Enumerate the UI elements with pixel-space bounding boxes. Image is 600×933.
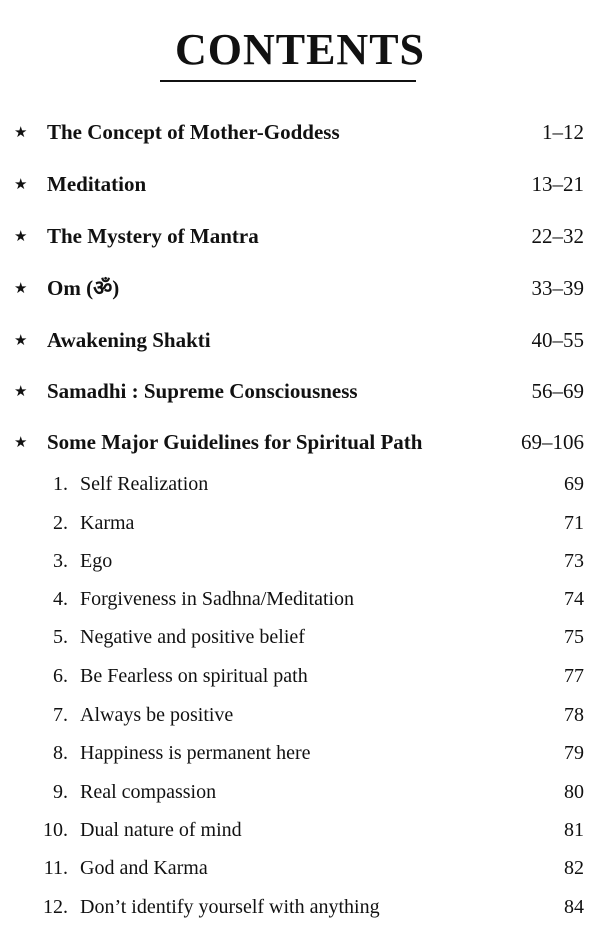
- toc-sub-title: Self Realization: [80, 473, 209, 495]
- toc-sub-entry[interactable]: [0, 700, 600, 730]
- star-icon: ★: [14, 123, 28, 141]
- toc-sub-title: Forgiveness in Sadhna/Meditation: [80, 588, 355, 610]
- toc-entry-title: Samadhi : Supreme Consciousness: [47, 379, 358, 403]
- toc-sub-page: 80: [564, 781, 584, 803]
- toc-sub-entry[interactable]: [0, 469, 600, 499]
- toc-sub-title: Karma: [80, 512, 135, 534]
- toc-sub-entry[interactable]: [0, 815, 600, 845]
- toc-sub-number: 12.: [43, 896, 68, 918]
- page-title: CONTENTS: [174, 25, 426, 74]
- toc-sub-number: 2.: [53, 512, 68, 534]
- toc-sub-page: 77: [564, 665, 584, 687]
- toc-sub-number: 7.: [53, 704, 68, 726]
- toc-entry-title: The Mystery of Mantra: [47, 224, 259, 248]
- toc-sub-entry[interactable]: [0, 892, 600, 922]
- toc-entry-pages: 13–21: [531, 172, 584, 196]
- toc-sub-entry[interactable]: [0, 661, 600, 691]
- toc-sub-title: Be Fearless on spiritual path: [80, 665, 308, 687]
- toc-entry-pages: 33–39: [531, 276, 584, 300]
- toc-main-entry[interactable]: [0, 220, 600, 252]
- toc-sub-page: 84: [564, 896, 584, 918]
- toc-sub-title: Negative and positive belief: [80, 626, 305, 648]
- star-icon: ★: [14, 175, 28, 193]
- toc-sub-title: Dual nature of mind: [80, 819, 242, 841]
- toc-sub-page: 79: [564, 742, 584, 764]
- star-icon: ★: [14, 227, 28, 245]
- toc-sub-number: 10.: [43, 819, 68, 841]
- toc-entry-pages: 69–106: [521, 430, 584, 454]
- toc-sub-title: God and Karma: [80, 857, 208, 879]
- toc-entry-title: The Concept of Mother-Goddess: [47, 120, 340, 144]
- toc-sub-entry[interactable]: [0, 584, 600, 614]
- toc-sub-title: Real compassion: [80, 781, 217, 803]
- toc-sub-title: Don’t identify yourself with anything: [80, 896, 380, 918]
- toc-sub-number: 3.: [53, 550, 68, 572]
- toc-entry-pages: 1–12: [542, 120, 584, 144]
- toc-sub-page: 78: [564, 704, 584, 726]
- star-icon: ★: [14, 382, 28, 400]
- toc-main-entry[interactable]: [0, 324, 600, 356]
- toc-entry-title: Om (ॐ): [47, 276, 120, 300]
- toc-entry-pages: 22–32: [531, 224, 584, 248]
- toc-sub-number: 6.: [53, 665, 68, 687]
- toc-sub-entry[interactable]: [0, 546, 600, 576]
- toc-main-entry[interactable]: [0, 375, 600, 407]
- toc-sub-page: 82: [564, 857, 584, 879]
- toc-sub-title: Ego: [80, 550, 113, 572]
- title-underline: [160, 80, 416, 82]
- toc-entry-title: Some Major Guidelines for Spiritual Path: [47, 430, 423, 454]
- toc-sub-page: 74: [564, 588, 584, 610]
- toc-sub-entry[interactable]: [0, 853, 600, 883]
- toc-sub-number: 9.: [53, 781, 68, 803]
- star-icon: ★: [14, 279, 28, 297]
- toc-sub-entry[interactable]: [0, 738, 600, 768]
- star-icon: ★: [14, 331, 28, 349]
- toc-sub-title: Happiness is permanent here: [80, 742, 311, 764]
- toc-sub-title: Always be positive: [80, 704, 234, 726]
- toc-entry-title: Awakening Shakti: [47, 328, 211, 352]
- toc-main-entry[interactable]: [0, 168, 600, 200]
- toc-sub-entry[interactable]: [0, 622, 600, 652]
- toc-sub-number: 11.: [43, 857, 68, 879]
- toc-entry-pages: 40–55: [531, 328, 584, 352]
- toc-sub-entry[interactable]: [0, 777, 600, 807]
- toc-sub-entry[interactable]: [0, 508, 600, 538]
- toc-sub-page: 81: [564, 819, 584, 841]
- toc-sub-number: 1.: [53, 473, 68, 495]
- toc-sub-number: 4.: [53, 588, 68, 610]
- toc-main-entry[interactable]: [0, 116, 600, 148]
- toc-main-entry[interactable]: [0, 272, 600, 304]
- toc-sub-number: 8.: [53, 742, 68, 764]
- toc-main-entry[interactable]: [0, 426, 600, 458]
- toc-sub-page: 75: [564, 626, 584, 648]
- toc-sub-page: 71: [564, 512, 584, 534]
- star-icon: ★: [14, 433, 28, 451]
- toc-sub-page: 69: [564, 473, 584, 495]
- toc-sub-page: 73: [564, 550, 584, 572]
- toc-entry-pages: 56–69: [531, 379, 584, 403]
- toc-sub-number: 5.: [53, 626, 68, 648]
- toc-entry-title: Meditation: [47, 172, 147, 196]
